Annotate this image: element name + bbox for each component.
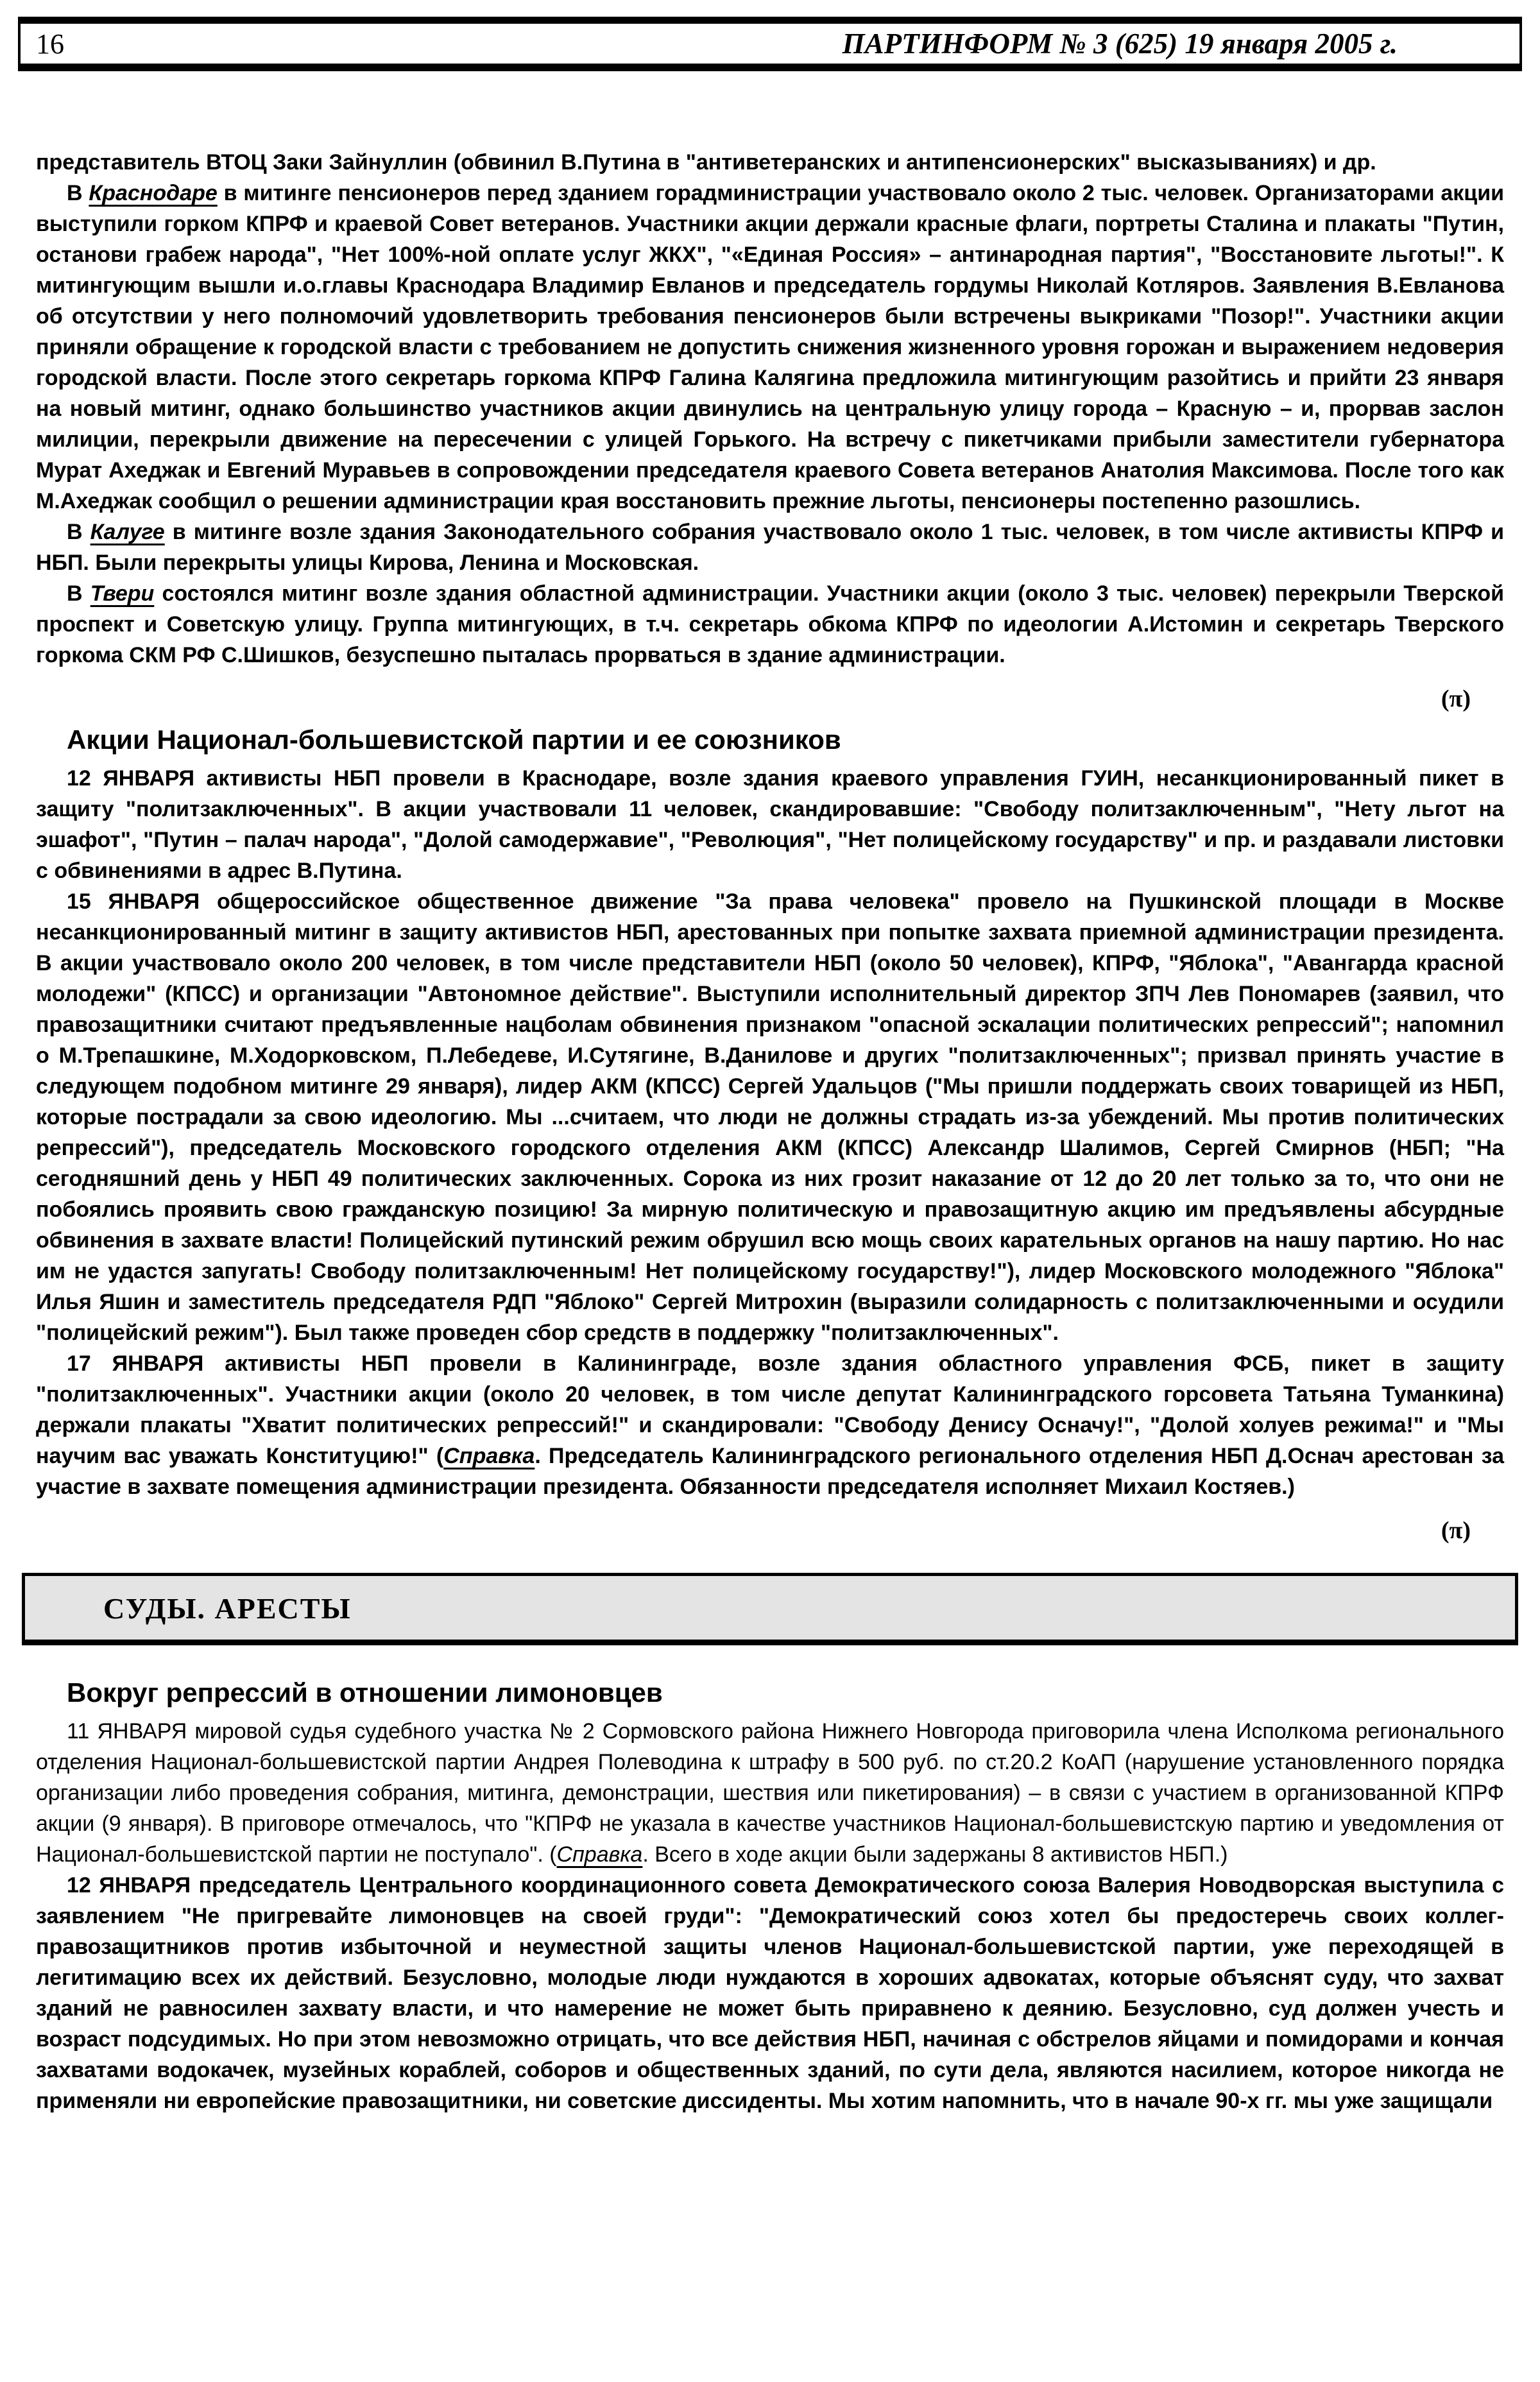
para-tver-rally bbox=[36, 578, 1504, 671]
para-12-january-novodvorskaya: 12 ЯНВАРЯ председатель Центрального координационного совета Демократического союза Валерия Новодворская выступила с заявлением "Не пригревайте лимоновцев на своей груди": "Демократический союз хотел бы предостеречь своих коллег-правозащитников против избыточной и неуместной защиты членов Национал-большевистской партии, уже переходящей в легитимацию всех их действий. Безусловно, молодые люди нуждаются в хороших адвокатах, которые объяснят суду, что захват зданий не равносилен захвату власти, и что намерение не может быть приравнено к деянию. Безусловно, суд должен учесть и возраст подсудимых. Но при этом невозможно отрицать, что все действия НБП, начиная с обстрелов яйцами и помидорами и кончая захватами водокачек, музейных кораблей, соборов и общественных зданий, по сути дела, являются насилием, которое никогда не применяли ни европейские правозащитники, ни советские диссиденты. Мы хотим напомнить, что в начале 90-х гг. мы уже защищали bbox=[36, 1873, 1504, 2113]
city-kaluga: Калуге bbox=[90, 520, 165, 544]
para-11-january-verdict bbox=[36, 1716, 1504, 1870]
para-text: в митинге возле здания Законодательного собрания участвовало около 1 тыс. человек, в том числе активисты КПРФ и НБП. Были перекрыты улицы Кирова, Ленина и Московская. bbox=[36, 520, 1505, 575]
spravka-reference: Справка bbox=[443, 1444, 535, 1468]
para-vtoc-continuation: представитель ВТОЦ Заки Зайнуллин (обвинил В.Путина в "антиветеранских и антипенсионерских" высказываниях) и др. bbox=[36, 150, 1376, 175]
para-text: состоялся митинг возле здания областной администрации. Участники акции (около 3 тыс. человек) перекрыли Тверской проспект и Советскую улицу. Группа митингующих, в т.ч. секретарь обкома КПРФ по идеологии А.Истомин и секретарь Тверского горкома СКМ РФ С.Шишков, безуспешно пыталась прорваться в здание администрации. bbox=[36, 581, 1505, 667]
page-header bbox=[18, 17, 1522, 71]
para-12-january-picket: 12 ЯНВАРЯ активисты НБП провели в Краснодаре, возле здания краевого управления ГУИН, несанкционированный пикет в защиту "политзаключенных". В акции участвовали 11 человек, скандировавшие: "Свободу политзаключенным", "Нету льгот на эшафот", "Путин – палач народа", "Долой самодержавие", "Революция", "Нет полицейскому государству" и пр. и раздавали листовки с обвинениями в адрес В.Путина. bbox=[36, 766, 1504, 883]
section-banner-courts-arrests bbox=[22, 1573, 1518, 1645]
section-banner-title: СУДЫ. АРЕСТЫ bbox=[103, 1592, 352, 1625]
section-heading-nbp-actions: Акции Национал-большевистской партии и ее союзников bbox=[67, 724, 841, 755]
para-lead: В bbox=[67, 520, 90, 544]
para-lead: В bbox=[67, 181, 89, 205]
para-kaluga-rally bbox=[36, 517, 1504, 578]
city-tver: Твери bbox=[90, 581, 155, 606]
page-content bbox=[0, 147, 1540, 2116]
para-text: в митинге пенсионеров перед зданием горадминистрации участвовало около 2 тыс. человек. Организаторами акции выступили горком КПРФ и краевой Совет ветеранов. Участники акции держали красные флаги, портреты Сталина и плакаты "Путин, останови грабеж народа", "Нет 100%-ной оплате услуг ЖКХ", "«Единая Россия» – антинародная партия", "Восстановите льготы!". К митингующим вышли и.о.главы Краснодара Владимир Евланов и председатель гордумы Николай Котляров. Заявления В.Евланова об отсутствии у него полномочий удовлетворить требования пенсионеров были встречены выкриками "Позор!". Участники акции приняли обращение к городской власти с требованием не допустить снижения жизненного уровня горожан и выражением недоверия городской власти. После этого секретарь горкома КПРФ Галина Калягина предложила митингующим разойтись и прийти 23 января на новый митинг, однако большинство участников акции двинулись на центральную улицу города – Красную – и, прорвав заслон милиции, перекрыли движение на пересечении с улицей Горького. На встречу с пикетчиками прибыли заместители губернатора Мурат Ахеджак и Евгений Муравьев в сопровождении председателя краевого Совета ветеранов Анатолия Максимова. После того как М.Ахеджак сообщил о решении администрации края восстановить прежние льготы, пенсионеры постепенно разошлись. bbox=[36, 181, 1504, 513]
spravka-reference: Справка bbox=[556, 1842, 643, 1867]
para-text: . Председатель Калининградского регионального отделения НБП Д.Оснач арестован за участие в захвате помещения администрации президента. Обязанности председателя исполняет Михаил Костяев.) bbox=[36, 1444, 1504, 1499]
para-lead: В bbox=[67, 581, 90, 606]
para-text: . Всего в ходе акции были задержаны 8 активистов НБП.) bbox=[642, 1842, 1228, 1867]
page-number: 16 bbox=[36, 28, 64, 60]
city-krasnodar: Краснодаре bbox=[89, 181, 218, 205]
section-end-mark: (π) bbox=[1441, 685, 1471, 712]
para-text: 17 ЯНВАРЯ активисты НБП провели в Калининграде, возле здания областного управления ФСБ, пикет в защиту "политзаключенных". Участники акции (около 20 человек, в том числе депутат Калининградского горсовета Татьяна Туманкина) держали плакаты "Хватит политических репрессий!" и скандировали: "Свободу Денису Осначу!", "Долой холуев режима!" и "Мы научим вас уважать Конституцию!" ( bbox=[36, 1351, 1504, 1468]
header-title: ПАРТИНФОРМ № 3 (625) 19 января 2005 г. bbox=[842, 28, 1398, 60]
section-end-mark: (π) bbox=[1441, 1517, 1471, 1544]
para-17-january-picket bbox=[36, 1348, 1504, 1502]
para-krasnodar-rally bbox=[36, 178, 1504, 517]
section-heading-limonovtsy: Вокруг репрессий в отношении лимоновцев bbox=[67, 1677, 663, 1708]
para-text: 11 ЯНВАРЯ мировой судья судебного участка № 2 Сормовского района Нижнего Новгорода приговорила члена Исполкома регионального отделения Национал-большевистской партии Андрея Полеводина к штрафу в 500 руб. по ст.20.2 КоАП (нарушение установленного порядка организации либо проведения собрания, митинга, демонстрации, шествия или пикетирования) – в связи с участием в организованной КПРФ акции (9 января). В приговоре отмечалось, что "КПРФ не указала в качестве участников Национал-большевистскую партию и уведомления от Национал-большевистской партии не поступало". ( bbox=[36, 1719, 1504, 1867]
para-15-january-rally: 15 ЯНВАРЯ общероссийское общественное движение "За права человека" провело на Пушкинской площади в Москве несанкционированный митинг в защиту активистов НБП, арестованных при попытке захвата приемной администрации президента. В акции участвовало около 200 человек, в том числе представители НБП (около 50 человек), КПРФ, "Яблока", "Авангарда красной молодежи" (КПСС) и организации "Автономное действие". Выступили исполнительный директор ЗПЧ Лев Пономарев (заявил, что правозащитники считают предъявленные нацболам обвинения признаком "опасной эскалации политических репрессий"; напомнил о М.Трепашкине, М.Ходорковском, П.Лебедеве, И.Сутягине, В.Данилове и других "политзаключенных"; призвал принять участие в следующем подобном митинге 29 января), лидер АКМ (КПСС) Сергей Удальцов ("Мы пришли поддержать своих товарищей из НБП, которые пострадали за свою идеологию. Мы ...считаем, что люди не должны страдать из-за убеждений. Мы против политических репрессий"), председатель Московского городского отделения АКМ (КПСС) Александр Шалимов, Сергей Смирнов (НБП; "На сегодняшний день у НБП 49 политических заключенных. Сорока из них грозит наказание от 12 до 20 лет только за то, что они не побоялись проявить свою гражданскую позицию! За мирную политическую и правозащитную акцию им предъявлены абсурдные обвинения в захвате власти! Полицейский путинский режим обрушил всю мощь своих карательных органов на нашу партию. Но нас им не удастся запугать! Свободу политзаключенным! Нет полицейскому государству!"), лидер Московского молодежного "Яблока" Илья Яшин и заместитель председателя РДП "Яблоко" Сергей Митрохин (выразили солидарность с политзаключенными и осудили "полицейский режим"). Был также проведен сбор средств в поддержку "политзаключенных". bbox=[36, 889, 1504, 1345]
